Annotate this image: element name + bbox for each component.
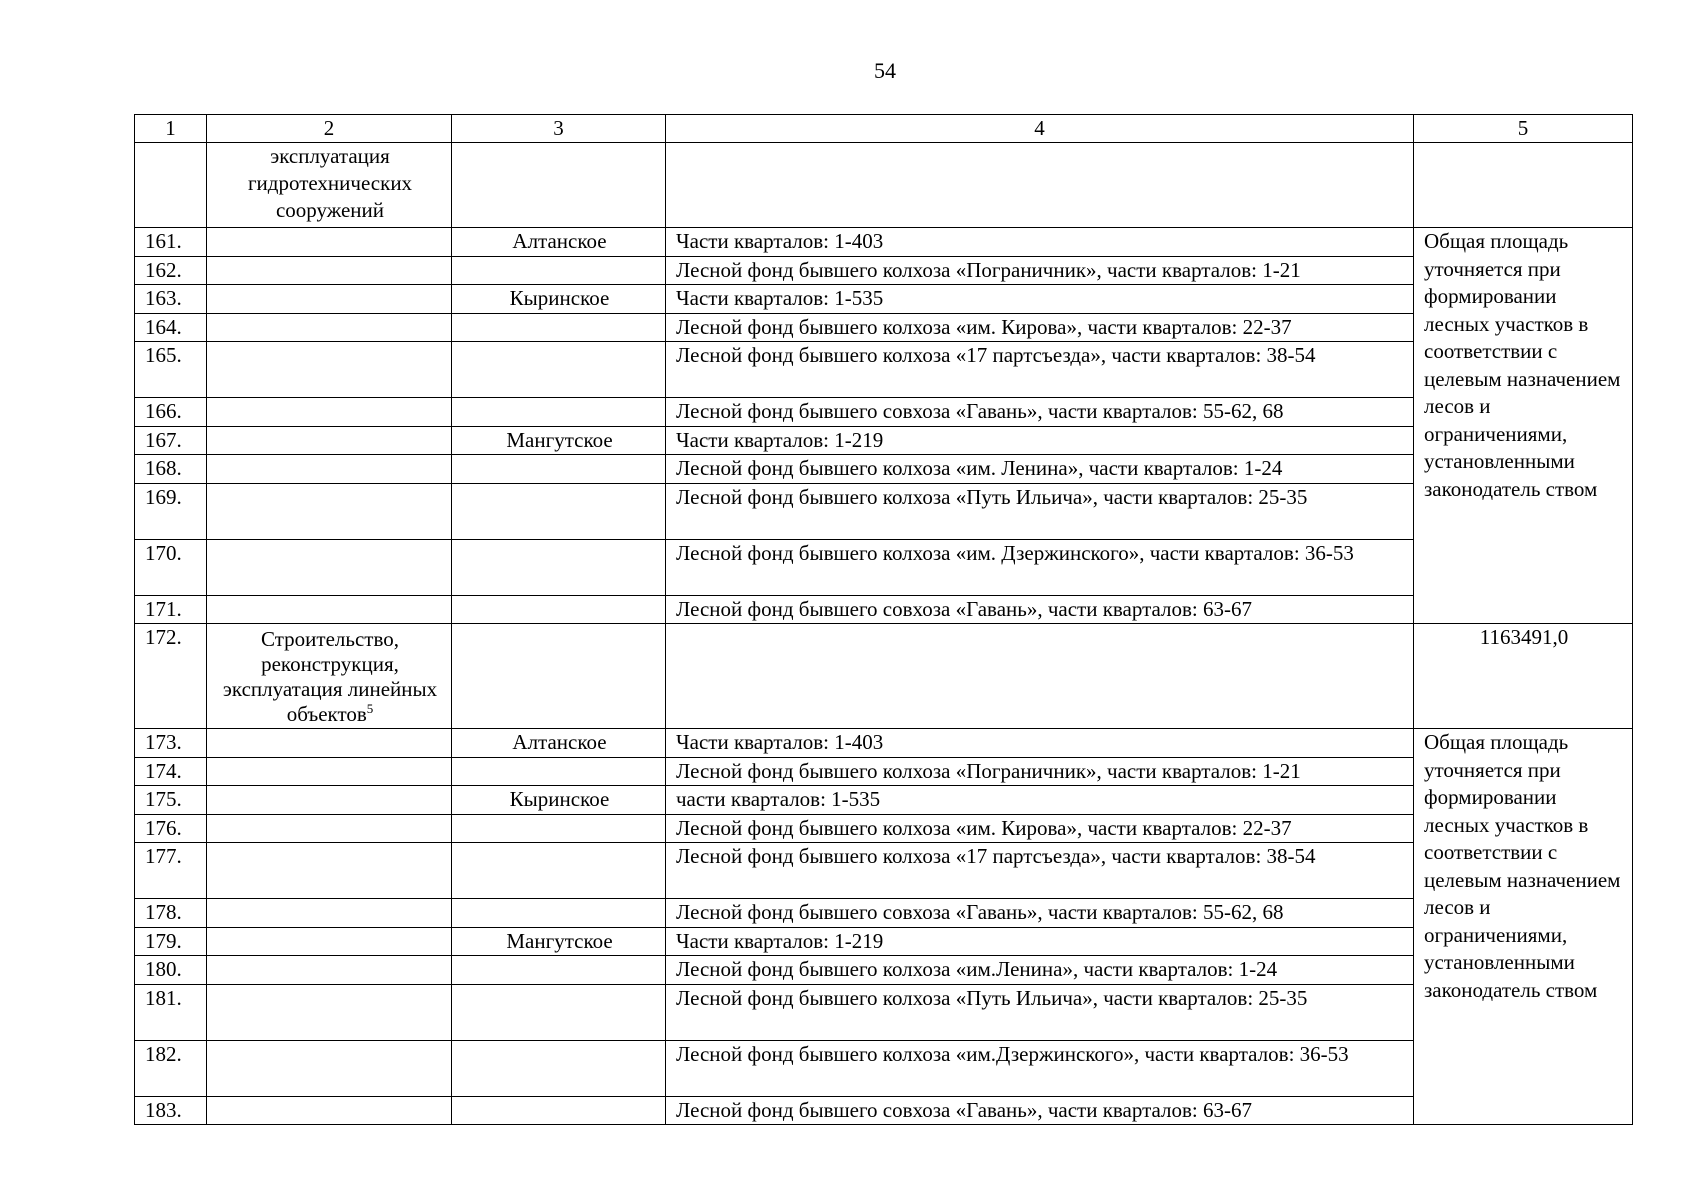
forestry-cell: Кыринское	[452, 786, 666, 815]
table-row	[135, 342, 1633, 398]
forestry-cell	[452, 624, 666, 729]
row-number: 177.	[135, 843, 207, 899]
row-number: 174.	[135, 757, 207, 786]
forestry-cell	[452, 984, 666, 1040]
location-cell: Лесной фонд бывшего совхоза «Гавань», части кварталов: 55-62, 68	[666, 398, 1414, 427]
purpose-cell	[207, 1040, 452, 1096]
location-cell: Лесной фонд бывшего колхоза «Путь Ильича», части кварталов: 25-35	[666, 483, 1414, 539]
table-row	[135, 729, 1633, 758]
continuation-row	[135, 143, 1633, 228]
purpose-cell	[207, 729, 452, 758]
row-number: 181.	[135, 984, 207, 1040]
purpose-text: Строительство, реконструкция, эксплуатация линейных объектов	[222, 627, 438, 726]
forestry-cell: Алтанское	[452, 729, 666, 758]
purpose-cell	[207, 256, 452, 285]
forestry-cell	[452, 843, 666, 899]
forestry-cell	[452, 1040, 666, 1096]
forestry-cell	[452, 398, 666, 427]
table-row	[135, 757, 1633, 786]
column-header-1: 1	[135, 115, 207, 143]
table-row	[135, 1096, 1633, 1125]
row-number: 173.	[135, 729, 207, 758]
purpose-cell	[207, 757, 452, 786]
table-row	[135, 1040, 1633, 1096]
row-number: 169.	[135, 483, 207, 539]
row-number: 165.	[135, 342, 207, 398]
purpose-cell	[207, 539, 452, 595]
row-number: 180.	[135, 956, 207, 985]
row-number: 183.	[135, 1096, 207, 1125]
location-cell: Части кварталов: 1-535	[666, 285, 1414, 314]
row-number: 179.	[135, 927, 207, 956]
column-header-5: 5	[1414, 115, 1633, 143]
row-number: 170.	[135, 539, 207, 595]
row-number: 175.	[135, 786, 207, 815]
forestry-cell	[452, 143, 666, 228]
purpose-cell	[207, 595, 452, 624]
table-row	[135, 256, 1633, 285]
location-cell: Лесной фонд бывшего колхоза «им. Ленина», части кварталов: 1-24	[666, 455, 1414, 484]
column-header-2: 2	[207, 115, 452, 143]
forestry-cell	[452, 539, 666, 595]
purpose-cell	[207, 984, 452, 1040]
forestry-cell	[452, 757, 666, 786]
forestry-cell	[452, 1096, 666, 1125]
location-cell: Лесной фонд бывшего колхоза «17 партсъезда», части кварталов: 38-54	[666, 843, 1414, 899]
total-area-cell: 1163491,0	[1414, 624, 1633, 729]
location-cell: Части кварталов: 1-403	[666, 228, 1414, 257]
row-number: 178.	[135, 899, 207, 928]
location-cell: Лесной фонд бывшего колхоза «им. Дзержинского», части кварталов: 36-53	[666, 539, 1414, 595]
purpose-cell	[207, 1096, 452, 1125]
footnote-marker: 5	[366, 701, 374, 716]
location-cell: Лесной фонд бывшего колхоза «Пограничник», части кварталов: 1-21	[666, 757, 1414, 786]
forest-use-table	[134, 114, 1633, 1125]
purpose-cell	[207, 342, 452, 398]
purpose-cell	[207, 228, 452, 257]
row-number: 166.	[135, 398, 207, 427]
table-row	[135, 956, 1633, 985]
row-number: 167.	[135, 426, 207, 455]
purpose-cell	[207, 899, 452, 928]
table-row	[135, 483, 1633, 539]
table-row	[135, 313, 1633, 342]
row-number: 172.	[135, 624, 207, 729]
forestry-cell	[452, 814, 666, 843]
table-row	[135, 595, 1633, 624]
location-cell: Лесной фонд бывшего колхоза «им.Дзержинского», части кварталов: 36-53	[666, 1040, 1414, 1096]
forestry-cell	[452, 313, 666, 342]
row-number: 168.	[135, 455, 207, 484]
forestry-cell	[452, 956, 666, 985]
table-row	[135, 814, 1633, 843]
location-cell: части кварталов: 1-535	[666, 786, 1414, 815]
header-row	[135, 115, 1633, 143]
table-row	[135, 539, 1633, 595]
area-cell	[1414, 143, 1633, 228]
area-note-cell: Общая площадь уточняется при формировании лесных участков в соответствии с целевым назначением лесов и ограничениями, установленными законодатель ством	[1414, 729, 1633, 1125]
area-note-cell: Общая площадь уточняется при формировании лесных участков в соответствии с целевым назначением лесов и ограничениями, установленными законодатель ством	[1414, 228, 1633, 624]
location-cell: Лесной фонд бывшего колхоза «им. Кирова», части кварталов: 22-37	[666, 814, 1414, 843]
purpose-cell	[207, 426, 452, 455]
row-number: 164.	[135, 313, 207, 342]
forestry-cell: Мангутское	[452, 426, 666, 455]
table-row	[135, 455, 1633, 484]
location-cell: Части кварталов: 1-403	[666, 729, 1414, 758]
purpose-cell	[207, 843, 452, 899]
table-row	[135, 984, 1633, 1040]
location-cell: Лесной фонд бывшего совхоза «Гавань», части кварталов: 63-67	[666, 595, 1414, 624]
purpose-cell	[207, 313, 452, 342]
table-row	[135, 786, 1633, 815]
table-row	[135, 899, 1633, 928]
location-cell	[666, 143, 1414, 228]
location-cell: Лесной фонд бывшего колхоза «им. Кирова», части кварталов: 22-37	[666, 313, 1414, 342]
purpose-cell	[207, 956, 452, 985]
purpose-cell	[207, 786, 452, 815]
forestry-cell: Кыринское	[452, 285, 666, 314]
table-row-172	[135, 624, 1633, 729]
location-cell: Части кварталов: 1-219	[666, 426, 1414, 455]
forestry-cell	[452, 483, 666, 539]
forestry-cell	[452, 899, 666, 928]
forestry-cell	[452, 256, 666, 285]
location-cell: Части кварталов: 1-219	[666, 927, 1414, 956]
forestry-cell: Алтанское	[452, 228, 666, 257]
purpose-cell: эксплуатация гидротехнических сооружений	[207, 143, 452, 228]
location-cell: Лесной фонд бывшего колхоза «17 партсъезда», части кварталов: 38-54	[666, 342, 1414, 398]
row-number: 163.	[135, 285, 207, 314]
column-header-3: 3	[452, 115, 666, 143]
location-cell: Лесной фонд бывшего колхоза «им.Ленина», части кварталов: 1-24	[666, 956, 1414, 985]
location-cell: Лесной фонд бывшего колхоза «Путь Ильича», части кварталов: 25-35	[666, 984, 1414, 1040]
table-row	[135, 426, 1633, 455]
purpose-cell	[207, 624, 452, 729]
purpose-cell	[207, 398, 452, 427]
row-number: 162.	[135, 256, 207, 285]
table-row	[135, 228, 1633, 257]
location-cell: Лесной фонд бывшего колхоза «Пограничник», части кварталов: 1-21	[666, 256, 1414, 285]
forestry-cell	[452, 342, 666, 398]
table-row	[135, 398, 1633, 427]
page-number: 54	[874, 58, 896, 83]
location-cell: Лесной фонд бывшего совхоза «Гавань», части кварталов: 63-67	[666, 1096, 1414, 1125]
table-row	[135, 843, 1633, 899]
row-number: 182.	[135, 1040, 207, 1096]
column-header-4: 4	[666, 115, 1414, 143]
purpose-cell	[207, 483, 452, 539]
location-cell: Лесной фонд бывшего совхоза «Гавань», части кварталов: 55-62, 68	[666, 899, 1414, 928]
forestry-cell	[452, 595, 666, 624]
forestry-cell	[452, 455, 666, 484]
location-cell	[666, 624, 1414, 729]
row-number: 161.	[135, 228, 207, 257]
row-number: 171.	[135, 595, 207, 624]
row-number	[135, 143, 207, 228]
purpose-cell	[207, 285, 452, 314]
purpose-cell	[207, 455, 452, 484]
purpose-cell	[207, 814, 452, 843]
row-number: 176.	[135, 814, 207, 843]
table-row	[135, 927, 1633, 956]
forestry-cell: Мангутское	[452, 927, 666, 956]
purpose-cell	[207, 927, 452, 956]
table-row	[135, 285, 1633, 314]
